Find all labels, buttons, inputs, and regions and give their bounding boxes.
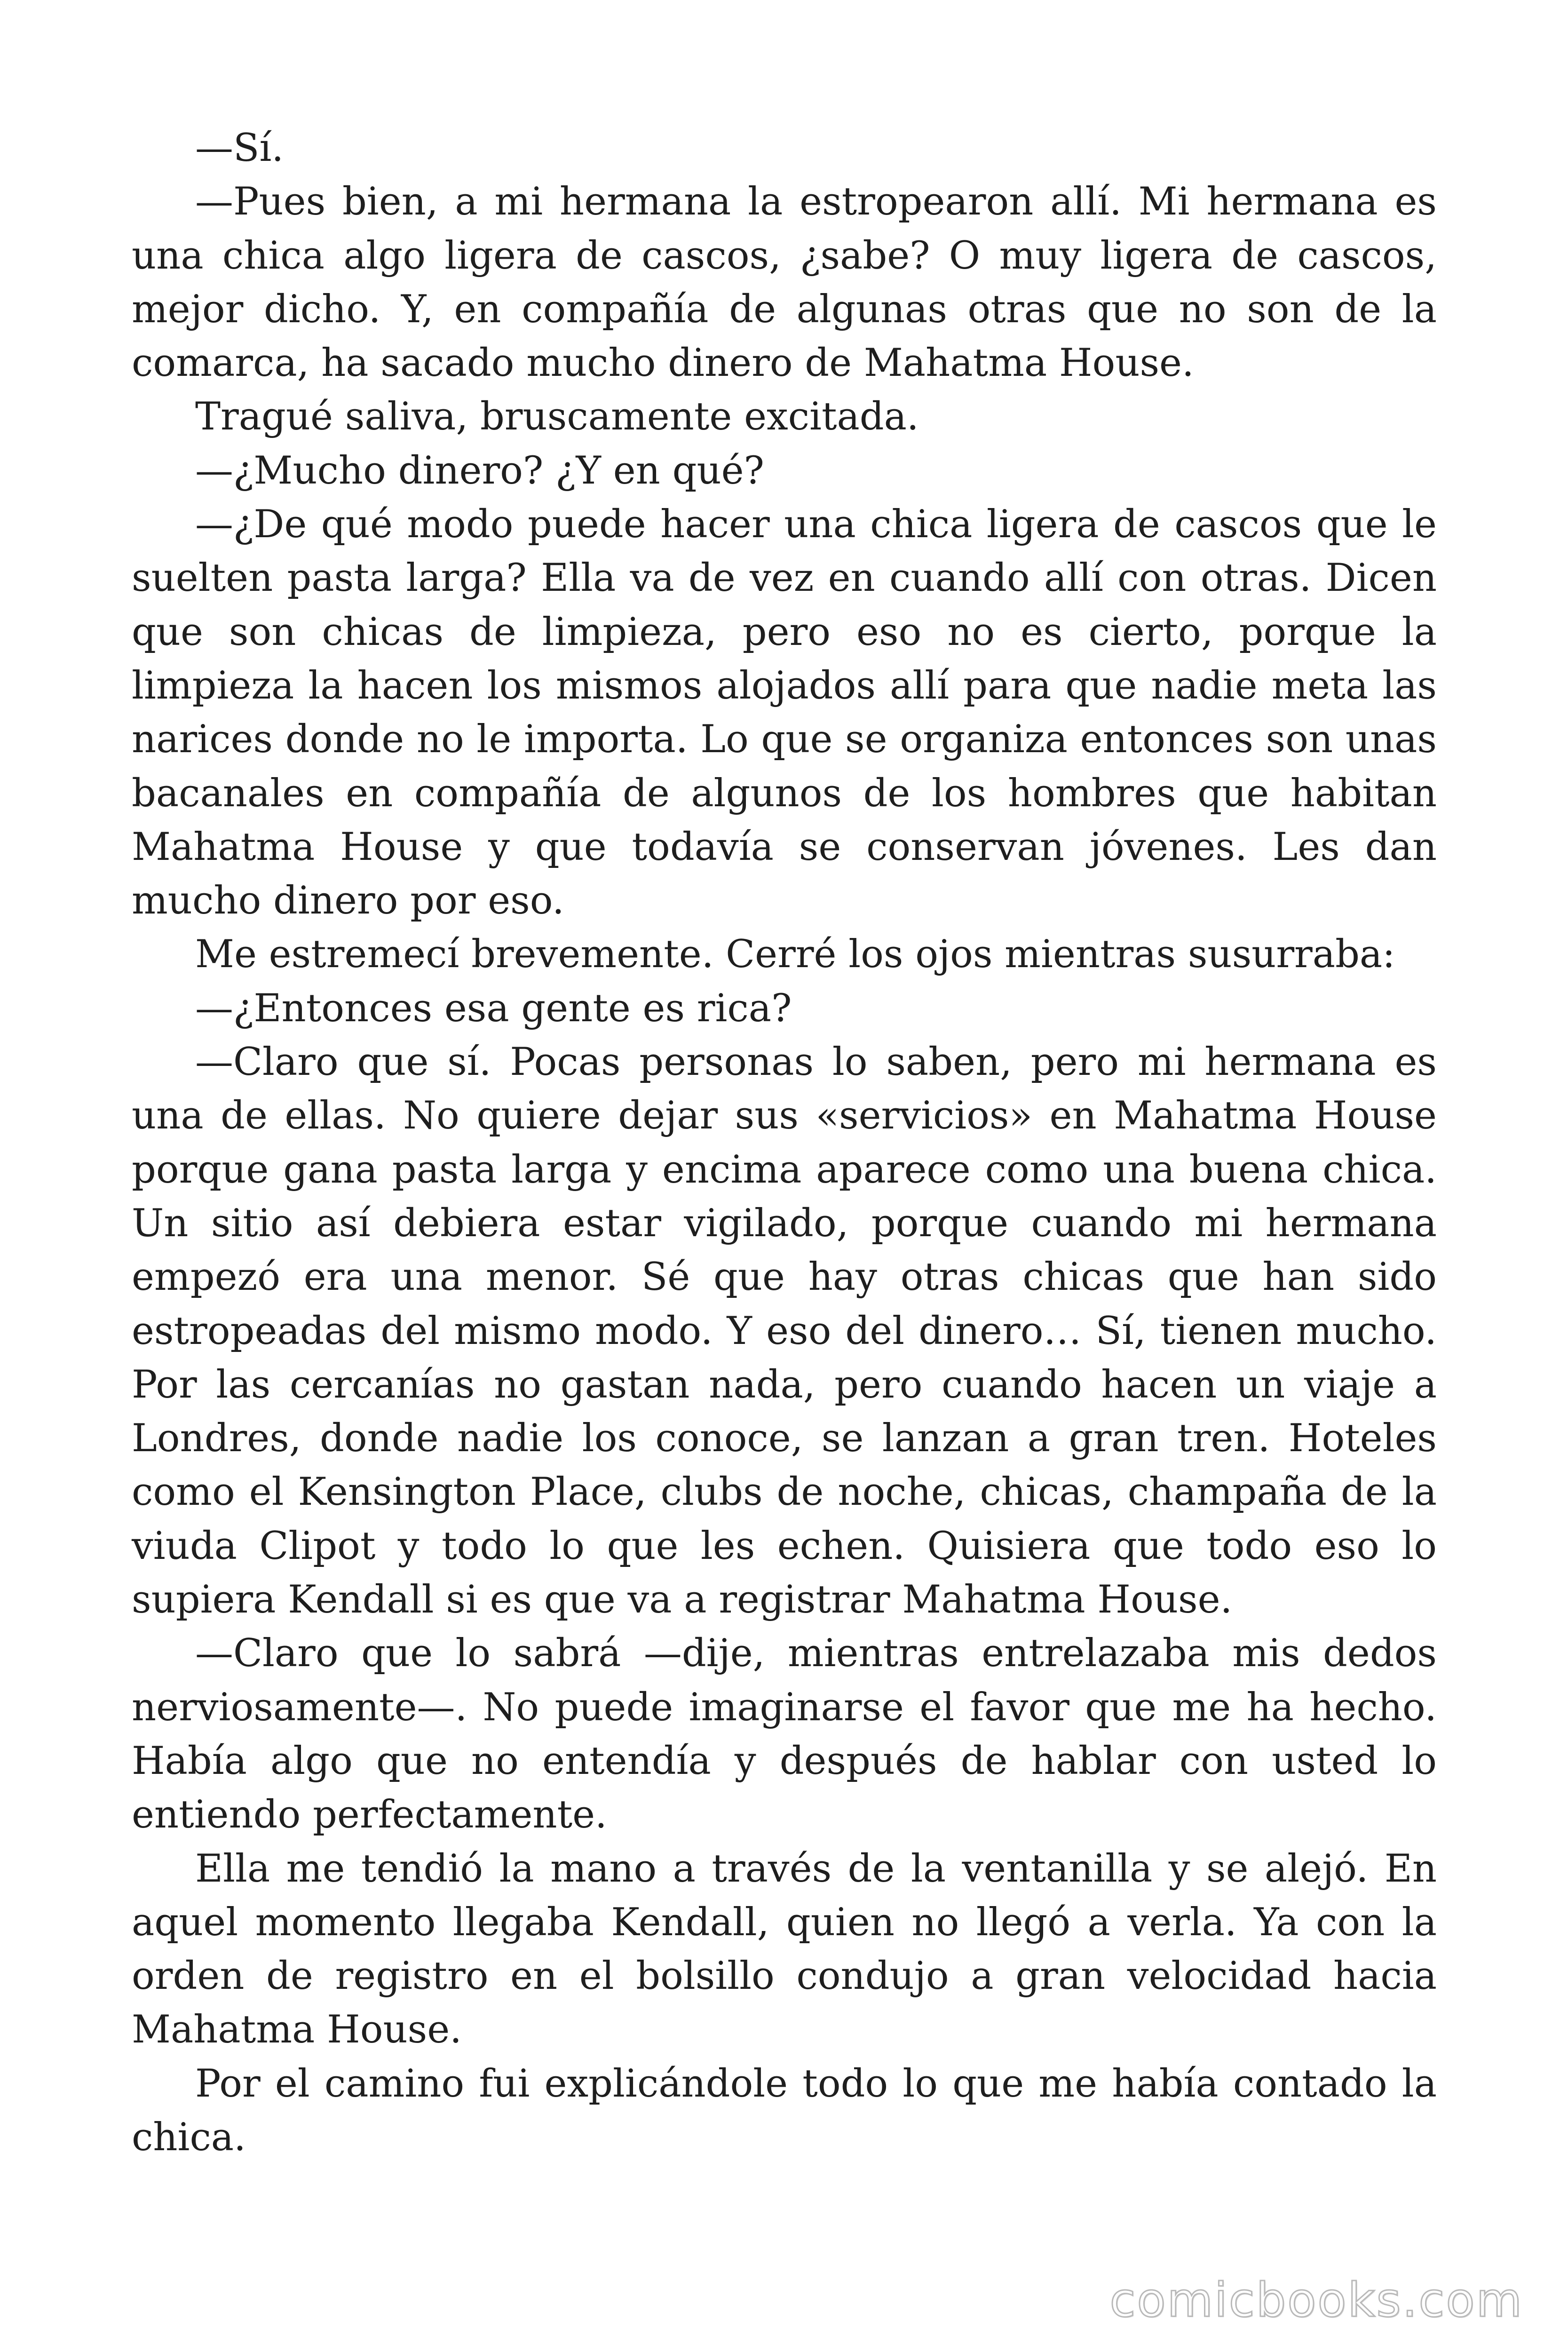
watermark-text: comicbooks.com: [1109, 2273, 1523, 2328]
paragraph: —Claro que lo sabrá —dije, mientras entrelazaba mis dedos nerviosamente—. No puede imaginarse el favor que me ha hecho. Había algo que no entendía y después de hablar con usted lo entiendo perfectamente.: [132, 1631, 1437, 1837]
paragraph: —Pues bien, a mi hermana la estropearon allí. Mi hermana es una chica algo ligera de cascos, ¿sabe? O muy ligera de cascos, mejor dicho. Y, en compañía de algunas otras que no son de la comarca, ha sacado mucho dinero de Mahatma House.: [132, 180, 1437, 386]
paragraph: —Sí.: [195, 126, 284, 170]
page-text: [132, 121, 1437, 2164]
paragraph: —¿Entonces esa gente es rica?: [195, 986, 792, 1031]
paragraph: —Claro que sí. Pocas personas lo saben, pero mi hermana es una de ellas. No quiere dejar sus «servicios» en Mahatma House porque gana pasta larga y encima aparece como una buena chica. Un sitio así debiera estar vigilado, porque cuando mi hermana empezó era una menor. Sé que hay otras chicas que han sido estropeadas del mismo modo. Y eso del dinero… Sí, tienen mucho. Por las cercanías no gastan nada, pero cuando hacen un viaje a Londres, donde nadie los conoce, se lanzan a gran tren. Hoteles como el Kensington Place, clubs de noche, chicas, champaña de la viuda Clipot y todo lo que les echen. Quisiera que todo eso lo supiera Kendall si es que va a registrar Mahatma House.: [132, 1040, 1437, 1622]
paragraph: Ella me tendió la mano a través de la ventanilla y se alejó. En aquel momento llegaba Kendall, quien no llegó a verla. Ya con la orden de registro en el bolsillo condujo a gran velocidad hacia Mahatma House.: [132, 1846, 1437, 2052]
paragraph: —¿Mucho dinero? ¿Y en qué?: [195, 448, 764, 493]
paragraph: —¿De qué modo puede hacer una chica ligera de cascos que le suelten pasta larga? Ella va de vez en cuando allí con otras. Dicen que son chicas de limpieza, pero eso no es cierto, porque la limpieza la hacen los mismos alojados allí para que nadie meta las narices donde no le importa. Lo que se organiza entonces son unas bacanales en compañía de algunos de los hombres que habitan Mahatma House y que todavía se conservan jóvenes. Les dan mucho dinero por eso.: [132, 502, 1437, 923]
paragraph: Por el camino fui explicándole todo lo que me había contado la chica.: [132, 2061, 1437, 2160]
paragraph: Me estremecí brevemente. Cerré los ojos mientras susurraba:: [195, 932, 1395, 977]
paragraph: Tragué saliva, bruscamente excitada.: [195, 395, 919, 439]
